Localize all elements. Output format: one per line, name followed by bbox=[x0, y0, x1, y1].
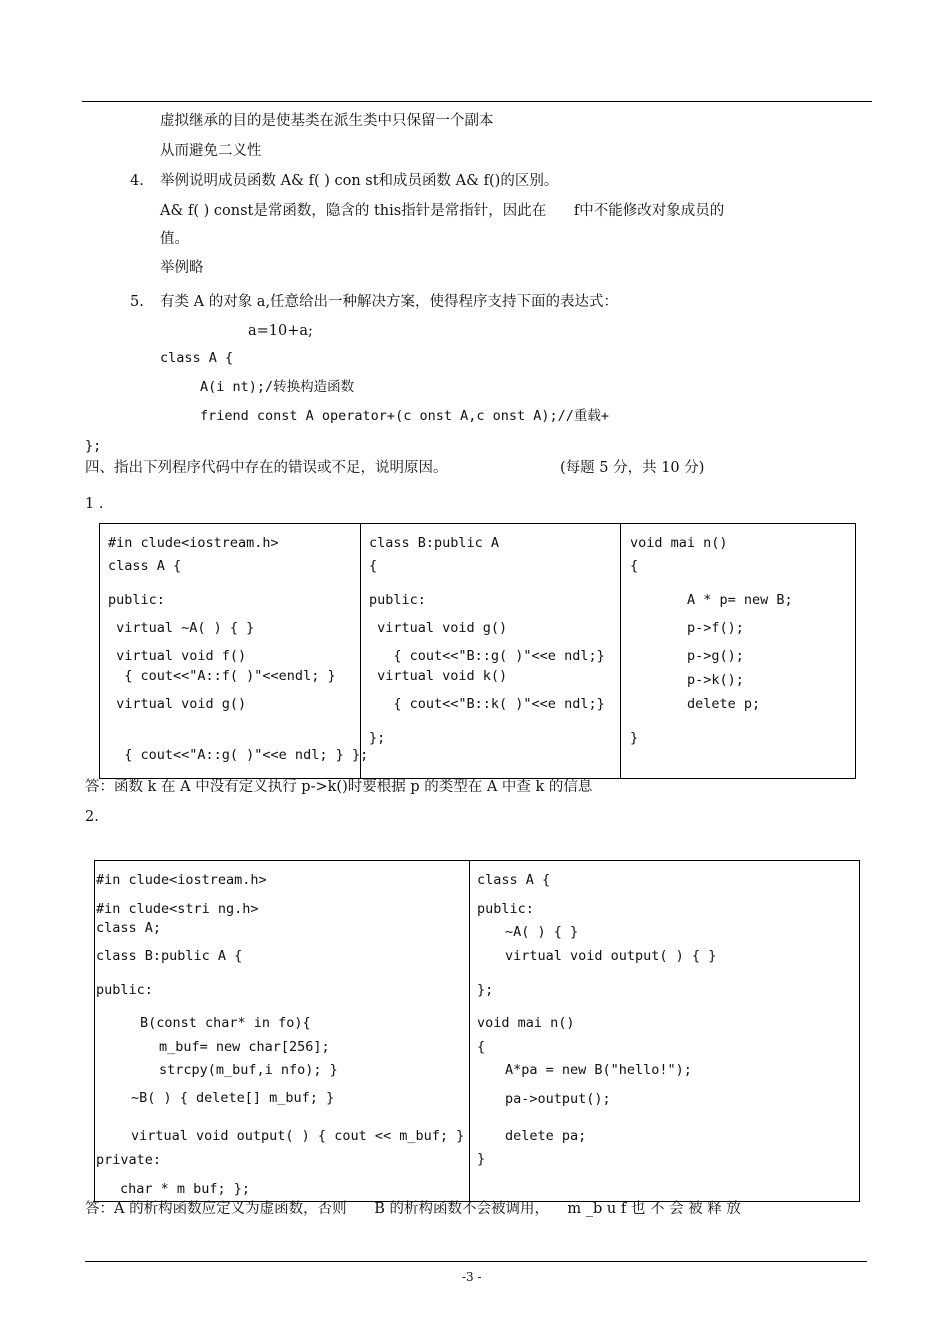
p2-c2-line11: } bbox=[477, 1151, 486, 1167]
p1-c1-line4: virtual ~A( ) { } bbox=[108, 620, 255, 636]
p2-c1-line7: m_buf= new char[256]; bbox=[159, 1039, 330, 1055]
section4-score: (每题 5 分，共 10 分) bbox=[560, 460, 705, 476]
p1-c3-line4: p->f(); bbox=[687, 620, 744, 636]
p1-answer: 答：函数 k 在 A 中没有定义执行 p->k()时要根据 p 的类型在 A 中查 k 的信息 bbox=[85, 779, 593, 795]
q5-code-line4: }; bbox=[85, 438, 102, 454]
p1-c1-line2: class A { bbox=[108, 558, 182, 574]
p2-c1-line1: #in clude<iostream.h> bbox=[96, 872, 267, 888]
p2-c2-line4: virtual void output( ) { } bbox=[505, 948, 717, 964]
p2-c1-line2: #in clude<stri ng.h> bbox=[96, 901, 259, 917]
p1-c1-line8: { cout<<"A::g( )"<<e ndl; } bbox=[108, 747, 344, 763]
p2-c2-line9: pa->output(); bbox=[505, 1091, 611, 1107]
p1-c2-line1: class B:public A bbox=[369, 535, 500, 551]
p1-col-divider2 bbox=[620, 523, 621, 779]
q5-code-line2: A(i nt);/转换构造函数 bbox=[200, 379, 355, 395]
p1-c2-line5: { cout<<"B::g( )"<<e ndl;} bbox=[369, 648, 605, 664]
p2-c2-line10: delete pa; bbox=[505, 1128, 587, 1144]
p1-c2-line4: virtual void g() bbox=[369, 620, 508, 636]
q4-number: 4. bbox=[130, 173, 144, 189]
header-rule bbox=[82, 101, 872, 102]
q4-answer-line2: 值。 bbox=[160, 231, 189, 247]
page-number: -3 - bbox=[462, 1270, 482, 1284]
p2-c2-line6: void mai n() bbox=[477, 1015, 575, 1031]
p2-c2-line2: public: bbox=[477, 901, 534, 917]
p2-c1-line3: class A; bbox=[96, 920, 162, 936]
p1-c2-line8: }; bbox=[369, 730, 386, 746]
p1-c3-line2: { bbox=[630, 558, 639, 574]
q5-expression: a=10+a; bbox=[248, 323, 313, 339]
prev-answer-line1: 虚拟继承的目的是使基类在派生类中只保留一个副本 bbox=[160, 113, 494, 129]
p1-c3-line3: A * p= new B; bbox=[687, 592, 793, 608]
footer-rule bbox=[85, 1261, 867, 1262]
p1-c1-line9: }; bbox=[352, 747, 369, 763]
q4-text: 举例说明成员函数 A& f( ) con st和成员函数 A& f()的区别。 bbox=[160, 173, 559, 189]
p2-c2-line7: { bbox=[477, 1039, 486, 1055]
p1-c3-line6: p->k(); bbox=[687, 672, 744, 688]
p2-c1-line6: B(const char* in fo){ bbox=[140, 1015, 311, 1031]
p2-c2-line3: ~A( ) { } bbox=[505, 924, 579, 940]
q5-code-line1: class A { bbox=[160, 350, 234, 366]
prev-answer-line2: 从而避免二义性 bbox=[160, 143, 262, 159]
p2-col-divider bbox=[469, 860, 470, 1202]
p2-c1-line12: char * m buf; }; bbox=[120, 1181, 251, 1197]
p2-c2-line5: }; bbox=[477, 982, 494, 998]
p2-number: 2. bbox=[85, 809, 99, 825]
p2-c1-line4: class B:public A { bbox=[96, 948, 243, 964]
q5-number: 5. bbox=[130, 294, 144, 310]
q5-text: 有类 A 的对象 a,任意给出一种解决方案，使得程序支持下面的表达式： bbox=[160, 294, 619, 310]
p1-c3-line7: delete p; bbox=[687, 696, 761, 712]
p2-c1-line11: private: bbox=[96, 1152, 162, 1168]
p2-c2-line1: class A { bbox=[477, 872, 551, 888]
q5-code-line3: friend const A operator+(c onst A,c onst A);//重载+ bbox=[200, 408, 610, 424]
p2-answer: 答：A 的析构函数应定义为虚函数，否则 B 的析构函数不会被调用， m _b u f 也 不 会 被 释 放 bbox=[85, 1201, 741, 1217]
p2-c1-line10: virtual void output( ) { cout << m_buf; } bbox=[131, 1128, 465, 1144]
p2-c2-line8: A*pa = new B("hello!"); bbox=[505, 1062, 692, 1078]
p1-c1-line6: { cout<<"A::f( )"<<endl; } bbox=[108, 668, 336, 684]
p1-c1-line7: virtual void g() bbox=[108, 696, 247, 712]
p2-c1-line9: ~B( ) { delete[] m_buf; } bbox=[131, 1090, 335, 1106]
p1-c2-line2: { bbox=[369, 558, 378, 574]
p1-c2-line6: virtual void k() bbox=[369, 668, 508, 684]
p2-c1-line5: public: bbox=[96, 982, 153, 998]
p1-c3-line8: } bbox=[630, 730, 639, 746]
p1-col-divider1 bbox=[360, 523, 361, 779]
p1-c2-line7: { cout<<"B::k( )"<<e ndl;} bbox=[369, 696, 605, 712]
q4-answer-line1: A& f( ) const是常函数，隐含的 this指针是常指针，因此在 f中不能修改对象成员的 bbox=[160, 203, 725, 219]
p2-c1-line8: strcpy(m_buf,i nfo); } bbox=[159, 1062, 338, 1078]
p1-c3-line1: void mai n() bbox=[630, 535, 728, 551]
section4-title: 四、指出下列程序代码中存在的错误或不足，说明原因。 bbox=[85, 460, 448, 476]
p1-c3-line5: p->g(); bbox=[687, 648, 744, 664]
p1-c1-line3: public: bbox=[108, 592, 165, 608]
p1-number: 1 . bbox=[85, 496, 104, 512]
q4-answer-line3: 举例略 bbox=[160, 260, 204, 276]
p1-c1-line5: virtual void f() bbox=[108, 648, 247, 664]
p1-c2-line3: public: bbox=[369, 592, 426, 608]
p1-c1-line1: #in clude<iostream.h> bbox=[108, 535, 279, 551]
